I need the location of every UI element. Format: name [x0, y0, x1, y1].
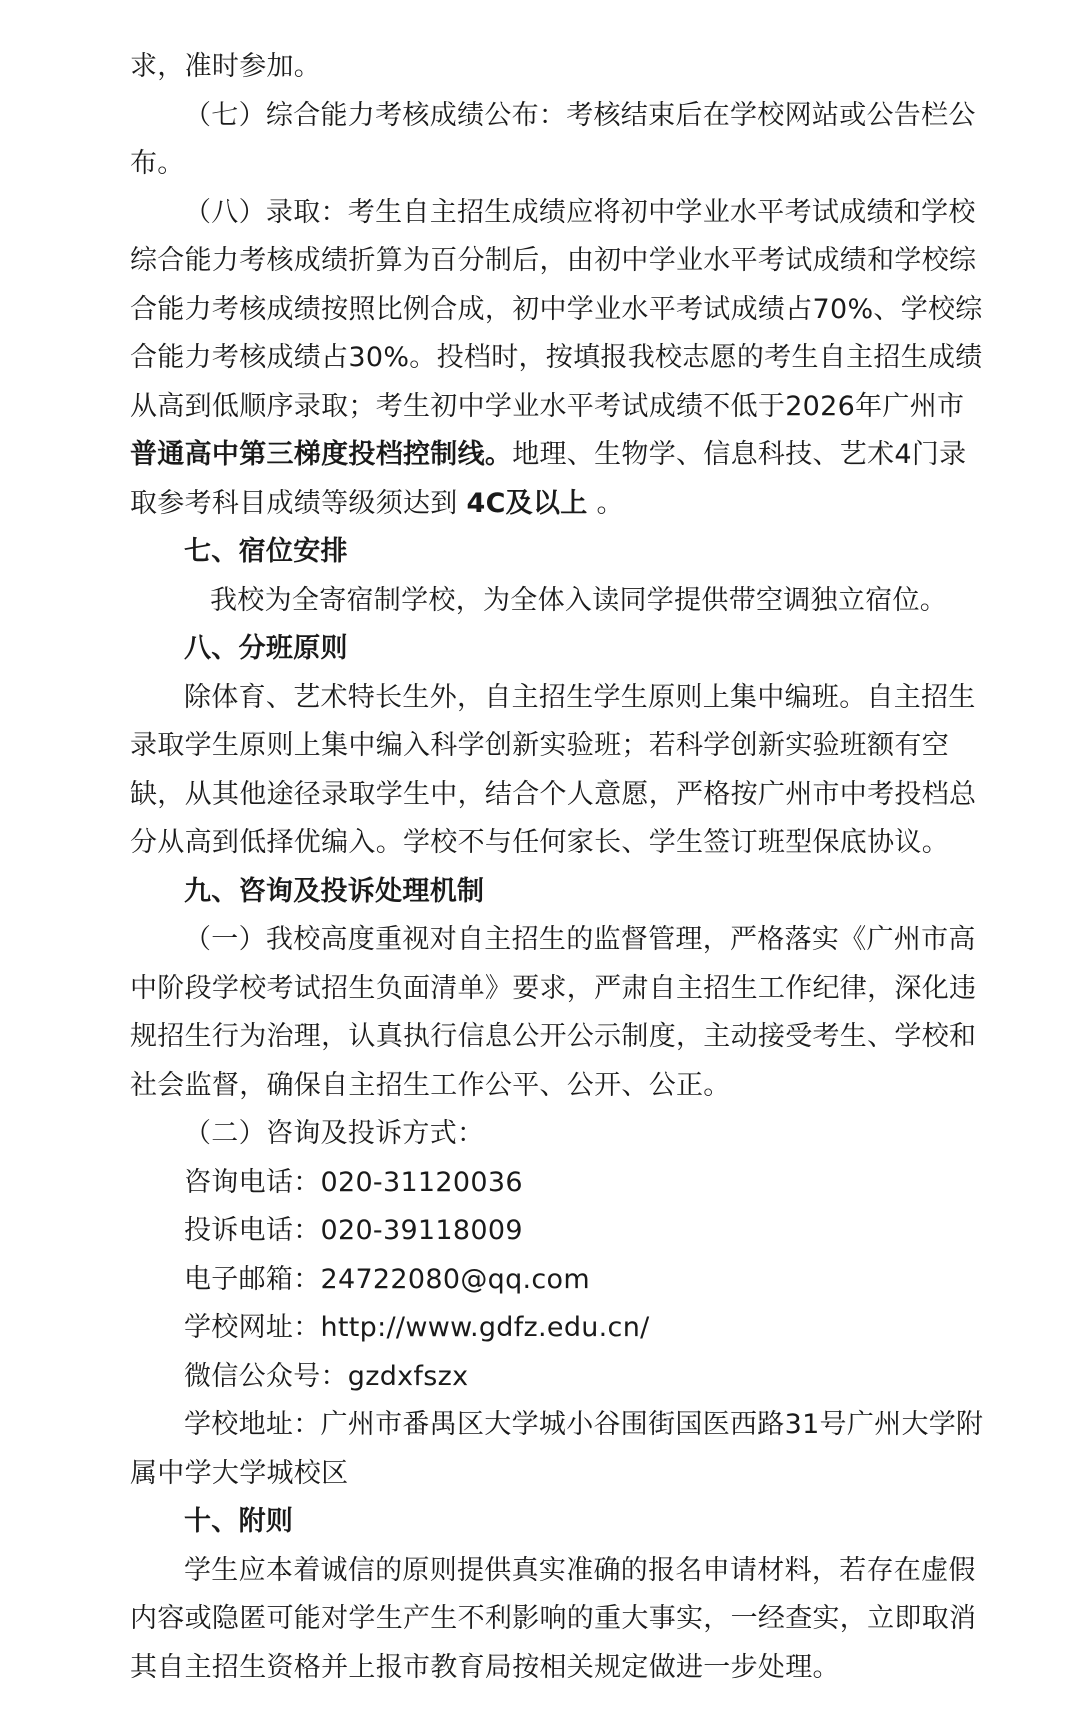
text-line: 中阶段学校考试招生负面清单》要求，严肃自主招生工作纪律，深化违	[130, 972, 977, 1004]
text-line: 其自主招生资格并上报市教育局按相关规定做进一步处理。	[130, 1651, 840, 1683]
school-address: 学校地址：广州市番禺区大学城小谷围街国医西路31号广州大学附	[184, 1409, 984, 1440]
threshold-bold-text: 普通高中第三梯度投档控制线。	[130, 439, 513, 470]
text-line: 内容或隐匿可能对学生产生不利影响的重大事实，一经查实，立即取消	[130, 1603, 977, 1634]
text-line: 合能力考核成绩占30%。投档时，按填报我校志愿的考生自主招生成绩	[130, 342, 983, 373]
section-heading-class: 八、分班原则	[184, 633, 348, 664]
text-line: 求，准时参加。	[130, 51, 322, 82]
text-line: 学生应本着诚信的原则提供真实准确的报名申请材料，若存在虚假	[184, 1554, 976, 1586]
text-line: 缺，从其他途径录取学生中，结合个人意愿，严格按广州市中考投档总	[130, 778, 977, 810]
text-line: （一）我校高度重视对自主招生的监督管理，严格落实《广州市高	[184, 924, 976, 955]
section-heading-appendix: 十、附则	[184, 1506, 294, 1537]
text-line: 社会监督，确保自主招生工作公平、公开、公正。	[130, 1069, 731, 1101]
email-address: 电子邮箱：24722080@qq.com	[184, 1263, 590, 1295]
wechat-account: 微信公众号：gzdxfszx	[184, 1360, 469, 1392]
grade-bold-text: 4C及以上	[466, 487, 588, 519]
text-line: 综合能力考核成绩折算为百分制后，由初中学业水平考试成绩和学校综	[130, 245, 977, 276]
school-address-cont: 属中学大学城校区	[130, 1457, 349, 1489]
complaint-phone: 投诉电话：020-39118009	[184, 1215, 523, 1246]
text-line: 规招生行为治理，认真执行信息公开公示制度，主动接受考生、学校和	[130, 1021, 977, 1052]
section-heading-consult: 九、咨询及投诉处理机制	[184, 875, 485, 907]
grade-requirement-line	[130, 480, 970, 529]
text-line: 除体育、艺术特长生外，自主招生学生原则上集中编班。自主招生	[184, 681, 976, 713]
text-line: （八）录取：考生自主招生成绩应将初中学业水平考试成绩和学校	[184, 196, 976, 228]
website-url: 学校网址：http://www.gdfz.edu.cn/	[184, 1312, 650, 1343]
text-line: （七）综合能力考核成绩公布：考核结束后在学校网站或公告栏公	[184, 99, 976, 131]
grade-before-text: 取参考科目成绩等级须达到	[130, 487, 467, 519]
section-heading-dorm: 七、宿位安排	[184, 536, 348, 567]
grade-after-text: 。	[587, 487, 624, 519]
contact-methods-title: （二）咨询及投诉方式：	[184, 1118, 485, 1149]
text-line: 合能力考核成绩按照比例合成，初中学业水平考试成绩占70%、学校综	[130, 293, 983, 325]
consult-phone: 咨询电话：020-31120036	[184, 1166, 523, 1198]
admission-threshold-line	[130, 431, 970, 480]
text-line: 分从高到低择优编入。学校不与任何家长、学生签订班型保底协议。	[130, 827, 949, 858]
section-body-dorm: 我校为全寄宿制学校，为全体入读同学提供带空调独立宿位。	[210, 584, 948, 616]
text-line: 从高到低顺序录取；考生初中学业水平考试成绩不低于2026年广州市	[130, 390, 965, 422]
subjects-text: 地理、生物学、信息科技、艺术4门录	[512, 439, 967, 470]
text-line: 录取学生原则上集中编入科学创新实验班；若科学创新实验班额有空	[130, 730, 949, 761]
text-line: 布。	[130, 148, 185, 179]
